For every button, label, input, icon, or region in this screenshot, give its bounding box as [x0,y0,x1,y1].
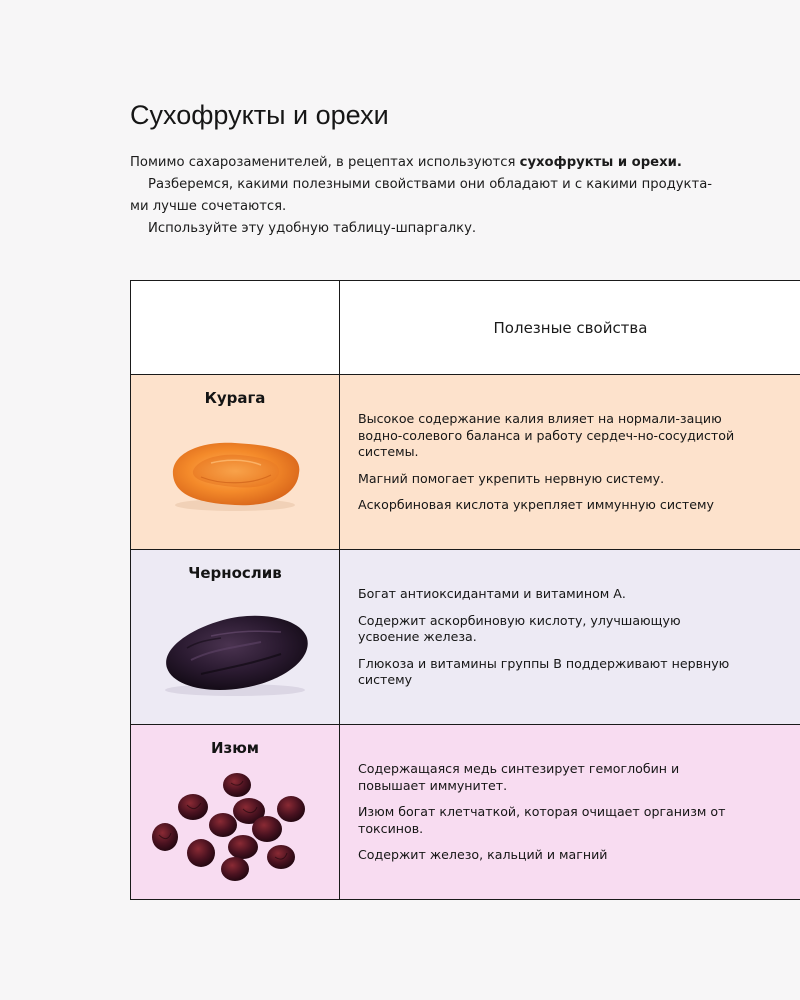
properties-cell [340,550,800,724]
fruit-name: Изюм [210,739,260,757]
properties-cell [340,725,800,899]
property-item: Богат антиоксидантами и витамином А. [358,585,626,601]
property-item: Глюкоза и витамины группы В поддерживают нервную систему [358,655,730,687]
dried-apricot-image [131,415,339,545]
property-item: Содержащаяся медь синтезирует гемоглобин и повышает иммунитет. [358,760,680,793]
table-row-prune [131,550,800,725]
header-empty-cell [131,281,340,374]
properties-list [358,411,741,514]
intro-line-2: Разберемся, какими полезными свойствами они обладают и с какими продукта-ми лучше сочетаются. [130,177,713,214]
properties-table [130,280,800,900]
property-item: Содержит аскорбиновую кислоту, улучшающую усвоение железа. [358,612,681,644]
fruit-cell [131,550,340,724]
table-row-apricot [131,375,800,550]
intro-text [130,152,730,240]
fruit-name: Чернослив [188,564,282,582]
property-item: Магний помогает укрепить нервную систему. [358,470,665,486]
fruit-cell [131,375,340,549]
properties-list [358,761,741,864]
header-properties-cell: Полезные свойства [493,318,648,337]
properties-cell [340,375,800,549]
property-item: Высокое содержание калия влияет на нормали-зацию водно-солевого баланса и работу сердеч-но-сосудистой системы. [358,410,735,459]
intro-bold-phrase: сухофрукты и орехи. [519,155,682,170]
intro-line-1: Помимо сахарозаменителей, в рецептах используются сухофрукты и орехи. [130,155,682,170]
table-header-row [131,281,800,375]
raisins-image [131,765,339,895]
property-item: Аскорбиновая кислота укрепляет иммунную систему [358,496,714,512]
prune-image [131,590,339,720]
table-row-raisin [131,725,800,899]
fruit-cell [131,725,340,899]
property-item: Изюм богат клетчаткой, которая очищает организм от токсинов. [358,803,726,836]
properties-list [358,586,741,689]
page-title: Сухофрукты и орехи [130,100,389,130]
fruit-name: Курага [204,389,266,407]
property-item: Содержит железо, кальций и магний [358,846,608,862]
intro-line-3: Используйте эту удобную таблицу-шпаргалку. [148,221,477,236]
